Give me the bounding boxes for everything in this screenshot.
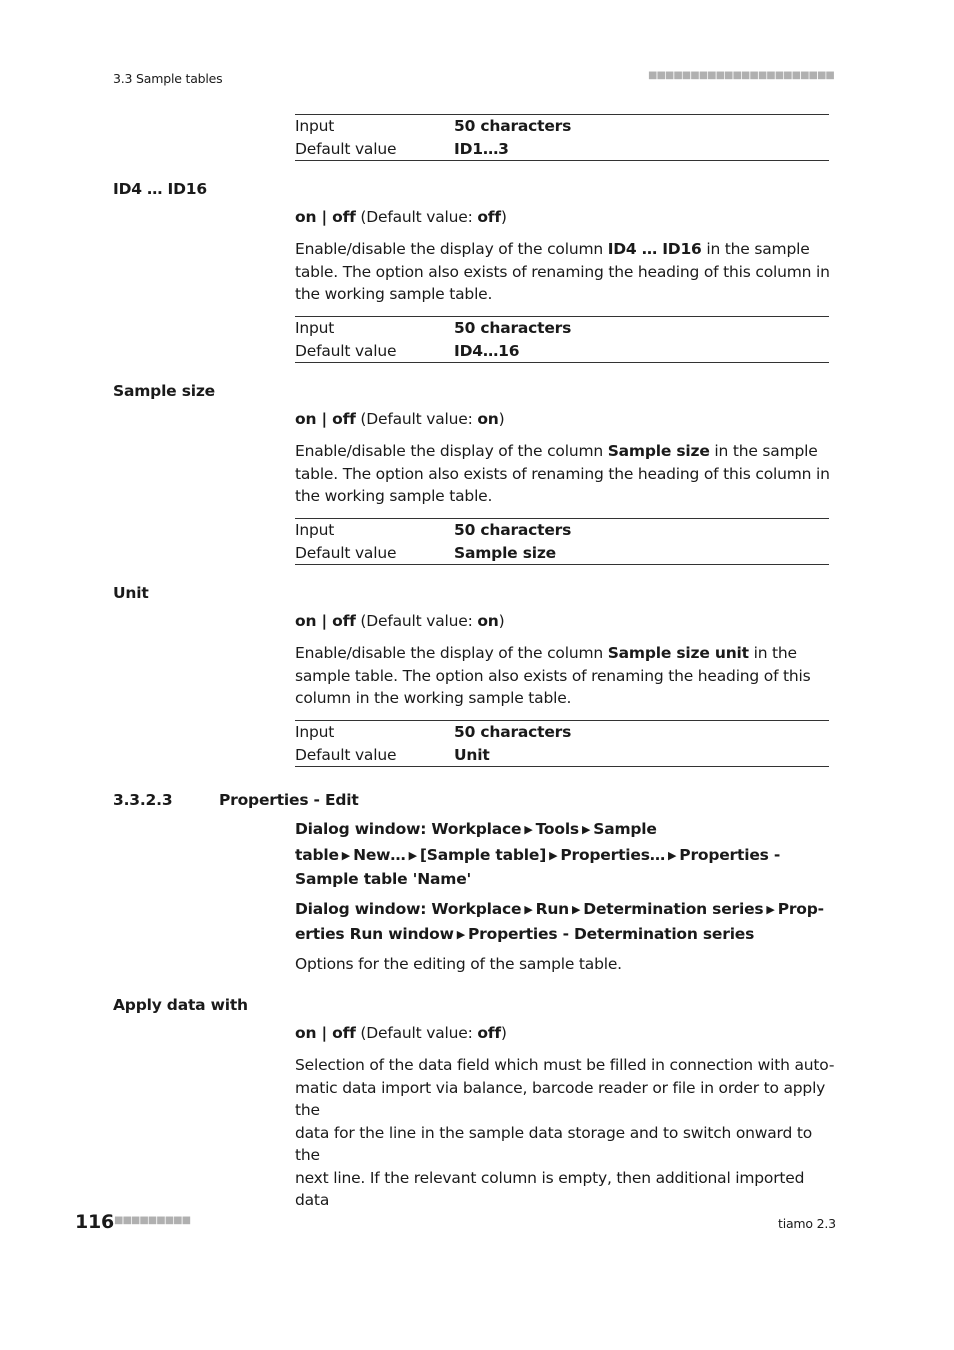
dialog-path-sample-table xyxy=(295,818,835,891)
path-line: Dialog window: Workplace ▶ Tools ▶ Sample xyxy=(295,820,657,838)
header-decor-squares: ■■■■■■■■■■■■■■■■■■■■■■ xyxy=(648,70,834,81)
properties-table-id1-3 xyxy=(295,114,829,161)
arrow-icon: ▶ xyxy=(408,848,417,862)
footer-decor-squares: ■■■■■■■■■ xyxy=(114,1215,191,1226)
arrow-icon: ▶ xyxy=(572,903,581,916)
option-values-unit: on | off (Default value: on) xyxy=(295,612,505,630)
term-apply-data-with: Apply data with xyxy=(113,996,248,1014)
arrow-icon: ▶ xyxy=(524,823,533,836)
text-line: matic data import via balance, barcode reader or file in order to apply the xyxy=(295,1078,826,1119)
text-line: data for the line in the sample data storage and to switch onward to the xyxy=(295,1123,812,1164)
text-line: Selection of the data field which must be filled in connection with auto- xyxy=(295,1056,835,1074)
table-row: Input 50 characters xyxy=(295,723,572,741)
page-number: 116 xyxy=(75,1211,115,1233)
path-line: erties Run window ▶ Properties - Determination series xyxy=(295,924,755,943)
table-row: Input 50 characters xyxy=(295,117,572,135)
dialog-path-determination-series xyxy=(295,898,835,947)
path-line: table ▶ New… ▶ [Sample table] ▶ Properties… ▶ Properties - xyxy=(295,845,781,864)
description-sample-size: Enable/disable the display of the column Sample size in the sample table. The option also exists of renaming the heading of this column in the working sample table. xyxy=(295,442,830,505)
properties-table-sample-size xyxy=(295,518,829,565)
arrow-icon: ▶ xyxy=(766,903,775,916)
description-id4: Enable/disable the display of the column ID4 … ID16 in the sample table. The option also exists of renaming the heading of this column in the working sample table. xyxy=(295,240,830,303)
path-line: Dialog window: Workplace ▶ Run ▶ Determination series ▶ Prop- xyxy=(295,900,824,918)
arrow-icon: ▶ xyxy=(668,848,677,862)
arrow-icon: ▶ xyxy=(549,848,558,862)
option-values-sample-size: on | off (Default value: on) xyxy=(295,410,505,428)
option-values-id4: on | off (Default value: off) xyxy=(295,208,507,226)
description-apply xyxy=(295,1054,835,1212)
section-title: Properties - Edit xyxy=(219,791,359,809)
table-row: Default value ID1…3 xyxy=(295,139,509,158)
table-row: Default value ID4…16 xyxy=(295,341,520,360)
running-header-section: 3.3 Sample tables xyxy=(113,71,223,86)
term-id4-id16: ID4 … ID16 xyxy=(113,180,207,198)
section-intro: Options for the editing of the sample table. xyxy=(295,955,622,973)
table-row: Default value Unit xyxy=(295,745,490,764)
path-line: Sample table 'Name' xyxy=(295,870,472,888)
table-row: Input 50 characters xyxy=(295,319,572,337)
arrow-icon: ▶ xyxy=(341,848,351,862)
properties-table-unit xyxy=(295,720,829,767)
table-row: Input 50 characters xyxy=(295,521,572,539)
text-line: next line. If the relevant column is empty, then additional imported data xyxy=(295,1168,805,1209)
term-sample-size: Sample size xyxy=(113,382,215,400)
description-unit: Enable/disable the display of the column Sample size unit in the sample table. The option also exists of renaming the heading of this column in the working sample table. xyxy=(295,644,811,707)
properties-table-id4-16 xyxy=(295,316,829,363)
product-version: tiamo 2.3 xyxy=(778,1216,836,1231)
table-row: Default value Sample size xyxy=(295,543,556,562)
term-unit: Unit xyxy=(113,584,149,602)
section-number: 3.3.2.3 xyxy=(113,791,173,809)
arrow-icon: ▶ xyxy=(456,927,466,941)
arrow-icon: ▶ xyxy=(581,823,591,836)
arrow-icon: ▶ xyxy=(524,903,533,916)
option-values-apply: on | off (Default value: off) xyxy=(295,1024,507,1042)
